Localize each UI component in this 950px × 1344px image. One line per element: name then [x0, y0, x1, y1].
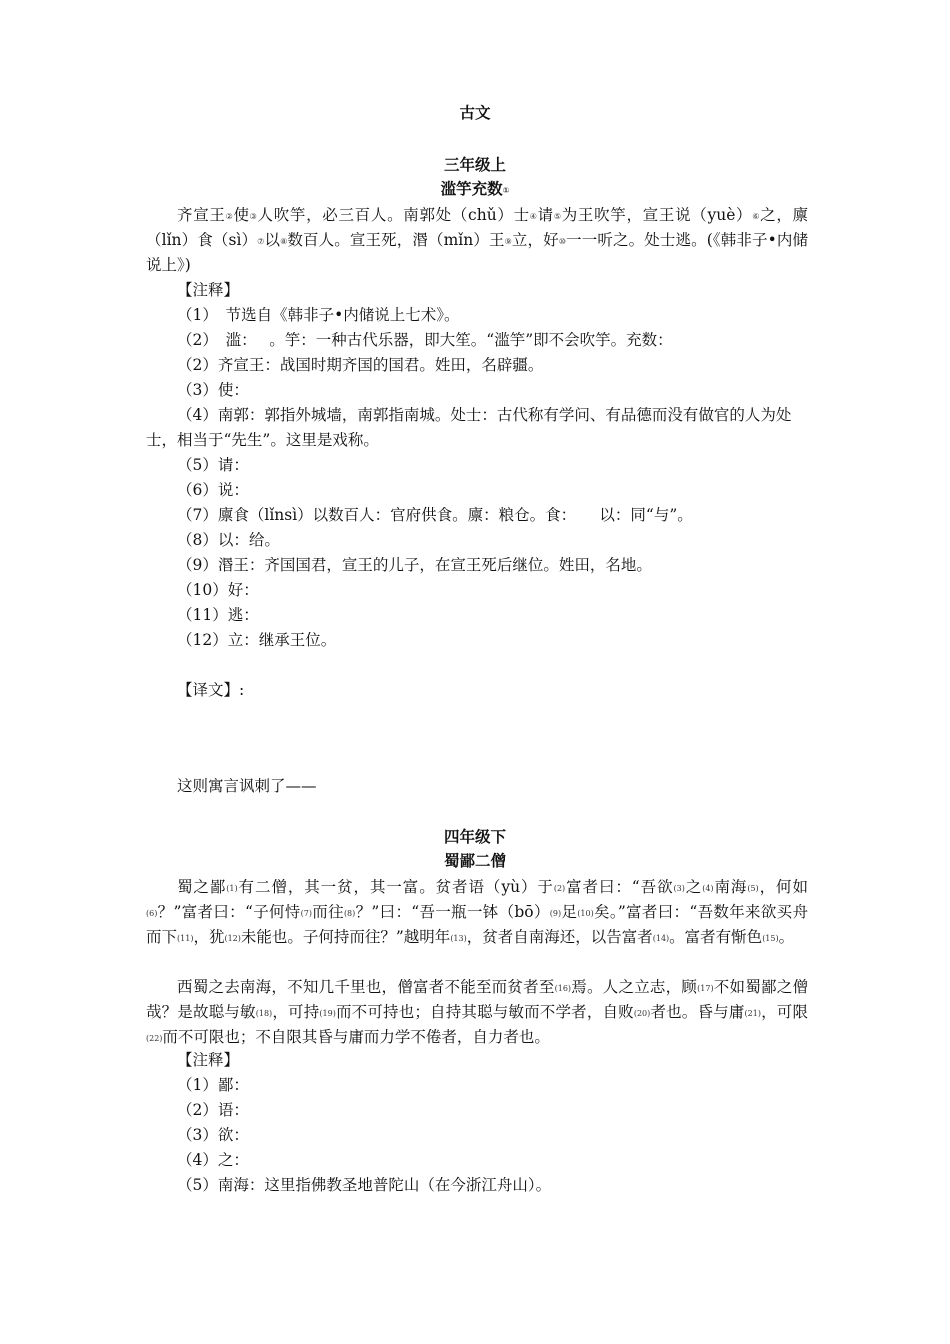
section1-note-item: （10）好： [177, 581, 259, 599]
footnote-marker: (18) [255, 1009, 273, 1018]
footnote-marker: (3) [673, 884, 685, 893]
footnote-marker: (19) [319, 1009, 336, 1018]
footnote-marker: (5) [747, 884, 759, 893]
section1-note-item: （7）廪食（lǐnsì）以数百人：官府供食。廪：粮仓。食： 以：同“与”。 [177, 506, 693, 524]
footnote-marker: ② [225, 212, 234, 221]
section2-paragraph-2: 西蜀之去南海，不知几千里也，僧富者不能至而贫者至$^{(16)}$焉。人之立志，顾$^{(17)}$不如蜀鄙之僧哉？是故聪与敏$^{(18)}$，可持$^{(19)}$而不可持也；自持其聪与敏而不学者，自败$^{(20)}$者也。昏与庸$^{(21)}$，可限$^{(22)}$而不可限也；不自限其昏与庸而力学不倦者，自力者也。 [146, 978, 808, 1046]
footnote-marker: (20) [633, 1009, 651, 1018]
section1-moral-prompt: 这则寓言讽刺了—— [177, 777, 317, 795]
footnote-marker: (6) [146, 909, 158, 918]
section1-note-item: （2） 滥： 。竽：一种古代乐器，即大笙。“滥竽”即不会吹竽。充数： [177, 331, 673, 349]
section1-note-item: （8）以：给。 [177, 531, 280, 549]
footnote-marker: (15) [762, 934, 779, 943]
footnote-marker: ⑨ [504, 237, 512, 246]
footnote-marker: (7) [300, 909, 312, 918]
footnote-marker: (9) [549, 909, 562, 918]
section1-note-item: （4）南郭：郭指外城墙，南郭指南城。处士：古代称有学问、有品德而没有做官的人为处士，相当于“先生”。这里是戏称。 [146, 406, 792, 449]
section2-grade-heading: 四年级下 [443, 828, 506, 846]
section1-note-item: （3）使： [177, 381, 249, 399]
section1-grade-heading: 三年级上 [443, 156, 506, 174]
section1-passage: 齐宣王②使③人吹竽，必三百人。南郭处（chǔ）士④请⑤为王吹竽，宣王说（yuè）⑥之，廪（lǐn）食（sì）⑦以⑧数百人。宣王死，湣（mǐn）王⑨立，好⑩一一听之。处士逃。(《韩非子•内储说上》) [146, 206, 809, 274]
footnote-marker: ⑩ [558, 237, 567, 246]
footnote-marker: (1) [226, 884, 238, 893]
footnote-marker: (4) [702, 884, 714, 893]
section2-note-item: （3）欲： [177, 1126, 249, 1144]
footnote-marker: (14) [652, 934, 670, 943]
section1-note-item: （6）说： [177, 481, 249, 499]
footnote-marker: (17) [697, 984, 714, 993]
section1-note-item: （1） 节选自《韩非子•内储说上七术》。 [177, 306, 460, 324]
footnote-marker: ⑧ [280, 237, 288, 246]
section2-paragraph-1: 蜀之鄙$^{(1)}$有二僧，其一贫，其一富。贫者语（yù）于$^{(2)}$富者曰：“吾欲$^{(3)}$之$^{(4)}$南海$^{(5)}$，何如$^{(6)}$？”富者曰：“子何恃$^{(7)}$而往$^{(8)}$？”曰：“吾一瓶一钵（bō）$^{(9)}$足$^{(10)}$矣。”富者曰：“吾数年来欲买舟而下$^{(11)}$，犹$^{(12)}$未能也。子何持而往？”越明年$^{(13)}$，贫者自南海还，以告富者$^{(14)}$。富者有惭色$^{(15)}$。 [146, 878, 808, 946]
footnote-marker: (21) [744, 1009, 761, 1018]
section2-note-item: （1）鄙： [177, 1076, 249, 1094]
footnote-marker: (10) [577, 909, 594, 918]
footnote-marker: (11) [177, 934, 194, 943]
section2-title: 蜀鄙二僧 [443, 852, 506, 870]
footnote-marker: ⑤ [553, 212, 562, 221]
footnote-marker: ③ [249, 212, 258, 221]
footnote-marker: (13) [450, 934, 467, 943]
document-title: 古文 [459, 104, 491, 122]
footnote-marker: (12) [224, 934, 241, 943]
footnote-marker: (16) [554, 984, 572, 993]
footnote-marker: ④ [529, 212, 538, 221]
section1-note-item: （2）齐宣王：战国时期齐国的国君。姓田，名辟疆。 [177, 356, 544, 374]
footnote-marker: (22) [146, 1034, 163, 1043]
section1-title [0, 177, 950, 202]
section1-note-item: （9）湣王：齐国国君，宣王的儿子，在宣王死后继位。姓田，名地。 [177, 556, 652, 574]
section2-note-item: （2）语： [177, 1101, 249, 1119]
section2-note-item: （4）之： [177, 1151, 249, 1169]
section2-notes-heading: 【注释】 [177, 1051, 240, 1069]
section1-notes-heading: 【注释】 [177, 281, 240, 299]
section1-note-item: （5）请： [177, 456, 249, 474]
section1-note-item: （11）逃： [177, 606, 259, 624]
footnote-marker: (8) [343, 909, 356, 918]
section1-note-item: （12）立：继承王位。 [177, 631, 337, 649]
section1-translation-label: 【译文】: [177, 681, 245, 699]
footnote-marker: (2) [553, 884, 566, 893]
section1-title-note-mark: ① [502, 186, 510, 195]
section1-title-text: 滥竽充数 [440, 180, 503, 198]
footnote-marker: ⑥ [752, 212, 761, 221]
footnote-marker: ⑦ [257, 237, 265, 246]
section2-note-item: （5）南海：这里指佛教圣地普陀山（在今浙江舟山）。 [177, 1176, 552, 1194]
